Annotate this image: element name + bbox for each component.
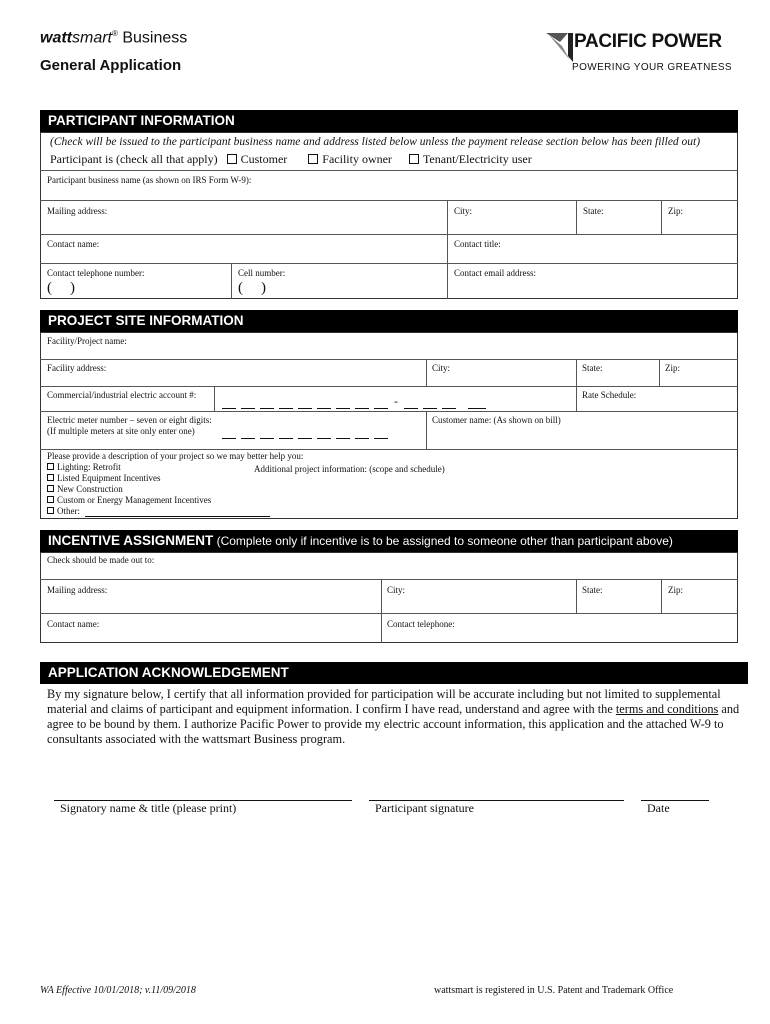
participant-type-label: Participant is (check all that apply) [50,152,218,166]
tenant-label: Tenant/Electricity user [422,152,532,166]
option-other-label: Other: [57,506,80,516]
other-checkbox[interactable] [47,507,54,514]
date-label: Date [647,801,670,815]
business-name-field[interactable]: Participant business name (as shown on IRS Form W-9): [47,175,252,185]
facility-address-field[interactable]: Facility address: [47,363,107,373]
project-type-options [47,462,247,517]
participant-section-header: PARTICIPANT INFORMATION [40,110,738,132]
contact-phone-field[interactable]: Contact telephone number: [47,268,145,278]
contact-email-field[interactable]: Contact email address: [454,268,536,278]
incentive-zip-field[interactable]: Zip: [668,585,683,595]
option-listed-equipment-label: Listed Equipment Incentives [57,473,161,483]
meter-number-label: Electric meter number – seven or eight digits: (If multiple meters at site only enter one) [47,415,212,436]
phone-area-code [47,280,75,297]
page-title: General Application [40,57,182,74]
customer-label: Customer [240,152,288,166]
footer-trademark: wattsmart is registered in U.S. Patent and Trademark Office [434,985,674,996]
option-new-construction[interactable] [47,484,247,495]
facility-owner-checkbox[interactable] [308,154,318,164]
cell-area-code [238,280,266,297]
incentive-contact-phone-field[interactable]: Contact telephone: [387,619,455,629]
option-custom-energy-label: Custom or Energy Management Incentives [57,495,212,505]
other-text-input[interactable] [85,516,270,517]
signatory-name-label: Signatory name & title (please print) [60,801,237,815]
tenant-checkbox[interactable] [409,154,419,164]
brand-name [40,29,187,47]
incentive-contact-name-field[interactable]: Contact name: [47,619,100,629]
customer-checkbox[interactable] [227,154,237,164]
incentive-subheading: (Complete only if incentive is to be assigned to someone other than participant above) [213,534,673,548]
phone-paren-close: ) [70,280,75,296]
incentive-heading: INCENTIVE ASSIGNMENT [48,533,214,548]
ack-text-after: and agree to be bound by them. I authorize Pacific Power to provide my electric account information, this application and the attached W-9 to consultants associated with the wattsmart Business program. [47,702,740,746]
account-number-input[interactable] [218,396,498,410]
new-construction-checkbox[interactable] [47,485,54,492]
option-other[interactable] [47,506,247,517]
project-section-header: PROJECT SITE INFORMATION [40,310,738,332]
cell-paren-close: ) [261,280,266,296]
participant-signature-label: Participant signature [375,801,474,815]
facility-zip-field[interactable]: Zip: [665,363,680,373]
account-separator: - [394,394,398,408]
facility-name-field[interactable]: Facility/Project name: [47,336,127,346]
project-description-label: Please provide a description of your project so we may better help you: [47,451,304,461]
logo-name: PACIFIC POWER [574,31,722,52]
lighting-checkbox[interactable] [47,463,54,470]
incentive-state-field[interactable]: State: [582,585,603,595]
participant-type-row [50,152,532,167]
facility-city-field[interactable]: City: [432,363,451,373]
option-lighting[interactable] [47,462,247,473]
rate-schedule-field[interactable]: Rate Schedule: [582,390,637,400]
ack-paragraph [47,687,742,747]
brand-watt: watt [40,29,72,47]
incentive-section-header [40,530,738,552]
terms-link[interactable]: terms and conditions [615,702,719,716]
contact-name-field[interactable]: Contact name: [47,239,100,249]
city-field[interactable]: City: [454,206,473,216]
logo-tagline: POWERING YOUR GREATNESS [572,62,732,73]
brand-reg: ® [112,29,118,38]
incentive-city-field[interactable]: City: [387,585,406,595]
payee-field[interactable]: Check should be made out to: [47,555,155,565]
state-field[interactable]: State: [583,206,604,216]
listed-equipment-checkbox[interactable] [47,474,54,481]
cell-number-field[interactable]: Cell number: [238,268,286,278]
brand-business: Business [117,29,188,47]
ack-text-before: By my signature below, I certify that all information provided for participation will be accurate including but not limited to supplemental material and claims of participant and equipment information. I confirm I have read, understand and agree with the [47,687,721,716]
option-new-construction-label: New Construction [57,484,123,494]
custom-energy-checkbox[interactable] [47,496,54,503]
contact-title-field[interactable]: Contact title: [454,239,501,249]
account-number-label: Commercial/industrial electric account #: [47,390,197,400]
option-lighting-label: Lighting: Retrofit [57,462,121,472]
customer-name-field[interactable]: Customer name: (As shown on bill) [432,415,561,425]
brand-smart: smart [72,29,112,47]
facility-owner-label: Facility owner [322,152,392,166]
mailing-address-field[interactable]: Mailing address: [47,206,108,216]
phone-paren-open: ( [47,280,52,296]
additional-info-field[interactable]: Additional project information: (scope and schedule) [254,464,445,474]
participant-note: (Check will be issued to the participant business name and address listed below unless the payment release section below has been filled out) [50,136,701,148]
option-listed-equipment[interactable] [47,473,247,484]
footer-effective-date: WA Effective 10/01/2018; v.11/09/2018 [40,985,196,996]
incentive-mailing-address-field[interactable]: Mailing address: [47,585,108,595]
meter-number-input[interactable] [218,426,398,440]
ack-section-header: APPLICATION ACKNOWLEDGEMENT [40,662,748,684]
cell-paren-open: ( [238,280,243,296]
option-custom-energy[interactable] [47,495,247,506]
facility-state-field[interactable]: State: [582,363,603,373]
zip-field[interactable]: Zip: [668,206,683,216]
